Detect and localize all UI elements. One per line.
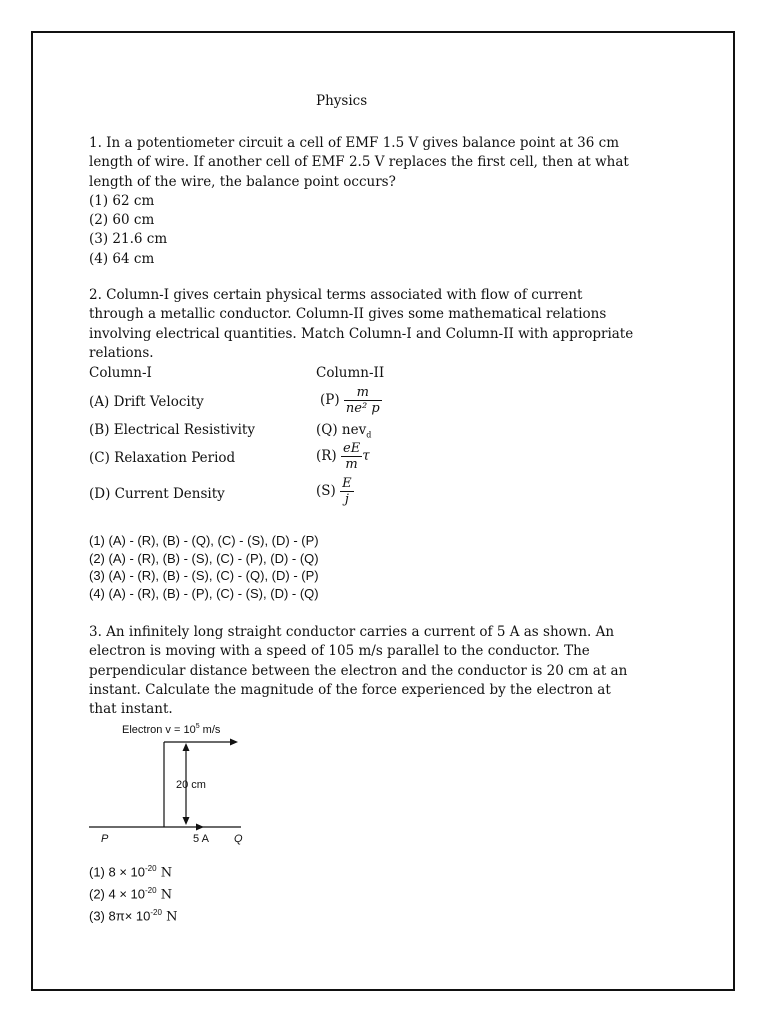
option-3: (3) 21.6 cm — [89, 231, 168, 248]
column-ii-header: Column-II — [316, 365, 385, 381]
relation-s — [316, 476, 354, 507]
term-relaxation-period: (C) Relaxation Period — [89, 450, 236, 466]
question-text-line: 3. An infinitely long straight conductor carries a current of 5 A as shown. An — [89, 624, 615, 640]
fraction — [344, 385, 382, 416]
distance-label: 20 cm — [176, 779, 206, 791]
point-p-label: P — [101, 833, 109, 845]
question-text-line: 1. In a potentiometer circuit a cell of EMF 1.5 V gives balance point at 36 cm — [89, 135, 620, 151]
relation-expression: nev — [341, 422, 367, 438]
relation-tau: τ — [362, 448, 370, 464]
column-i-header: Column-I — [89, 365, 152, 381]
option-3: (3) (A) - (R), (B) - (S), (C) - (Q), (D) - (P) — [89, 568, 319, 583]
conductor-diagram-svg — [89, 716, 259, 848]
current-label: 5 A — [193, 833, 209, 845]
term-electrical-resistivity: (B) Electrical Resistivity — [89, 422, 255, 438]
question-text-line: through a metallic conductor. Column-II gives some mathematical relations — [89, 306, 607, 323]
question-1 — [89, 134, 689, 269]
fraction — [340, 476, 354, 507]
option-3: (3) $8\pi\times 10^{-20}$ N — [89, 907, 178, 924]
option-4: (4) 64 cm — [89, 250, 155, 267]
point-q-label: Q — [234, 833, 243, 845]
question-text-line: relations. — [89, 344, 154, 361]
relation-key: (Q) — [316, 422, 338, 438]
fraction-denominator: ne² p — [345, 401, 380, 416]
term-current-density: (D) Current Density — [89, 486, 225, 502]
question-text-line: involving electrical quantities. Match Column-I and Column-II with appropriate — [89, 325, 634, 342]
question-2-options — [89, 532, 319, 602]
current-arrowhead — [196, 824, 204, 831]
question-2 — [89, 286, 689, 363]
term-drift-velocity: (A) Drift Velocity — [89, 394, 204, 410]
question-text-line: length of the wire, the balance point occurs? — [89, 173, 396, 190]
relation-r — [316, 441, 370, 472]
distance-arrowhead-down — [183, 817, 190, 825]
relation-key: (P) — [320, 392, 340, 408]
fraction-numerator: m — [356, 385, 369, 400]
option-1: (1) $8 \times 10^{-20}$ N — [89, 864, 173, 881]
match-row-c — [89, 441, 689, 472]
match-row-a — [89, 385, 689, 416]
match-row-d — [89, 476, 689, 507]
question-text-line: length of wire. If another cell of EMF 2.5 V replaces the first cell, then at what — [89, 154, 629, 171]
relation-subscript: d — [366, 430, 372, 440]
electron-label: Electron $v = 10^5$ m/s — [122, 723, 221, 736]
option-1: (1) (A) - (R), (B) - (Q), (C) - (S), (D) - (P) — [89, 533, 319, 548]
column-headers — [89, 364, 689, 384]
option-2: (2) (A) - (R), (B) - (S), (C) - (P), (D) - (Q) — [89, 550, 319, 566]
conductor-diagram — [89, 716, 259, 854]
relation-key: (R) — [316, 448, 337, 464]
page-title: Physics — [316, 93, 368, 109]
option-2: (2) $4 \times 10^{-20}$ N — [89, 885, 173, 903]
fraction-denominator: j — [340, 491, 354, 507]
electron-arrowhead — [230, 739, 238, 746]
question-text-line: that instant. — [89, 701, 173, 718]
question-3-options — [89, 860, 177, 925]
fraction-denominator: m — [341, 456, 362, 472]
question-text-line: instant. Calculate the magnitude of the force experienced by the electron at — [89, 681, 611, 698]
option-2: (2) 60 cm — [89, 212, 155, 229]
fraction — [341, 441, 362, 472]
distance-arrowhead-up — [183, 743, 190, 751]
question-text-line: electron is moving with a speed of 105 m/s parallel to the conductor. The — [89, 643, 590, 660]
match-row-b — [89, 421, 689, 441]
fraction-numerator: E — [342, 476, 352, 491]
fraction-numerator: eE — [343, 441, 361, 456]
relation-p — [320, 385, 382, 416]
question-3 — [89, 623, 689, 719]
question-text-line: perpendicular distance between the electron and the conductor is 20 cm at an — [89, 662, 628, 679]
option-4: (4) (A) - (R), (B) - (P), (C) - (S), (D) - (Q) — [89, 585, 319, 601]
relation-key: (S) — [316, 483, 336, 499]
option-1: (1) 62 cm — [89, 192, 155, 209]
question-text-line: 2. Column-I gives certain physical terms associated with flow of current — [89, 287, 583, 303]
